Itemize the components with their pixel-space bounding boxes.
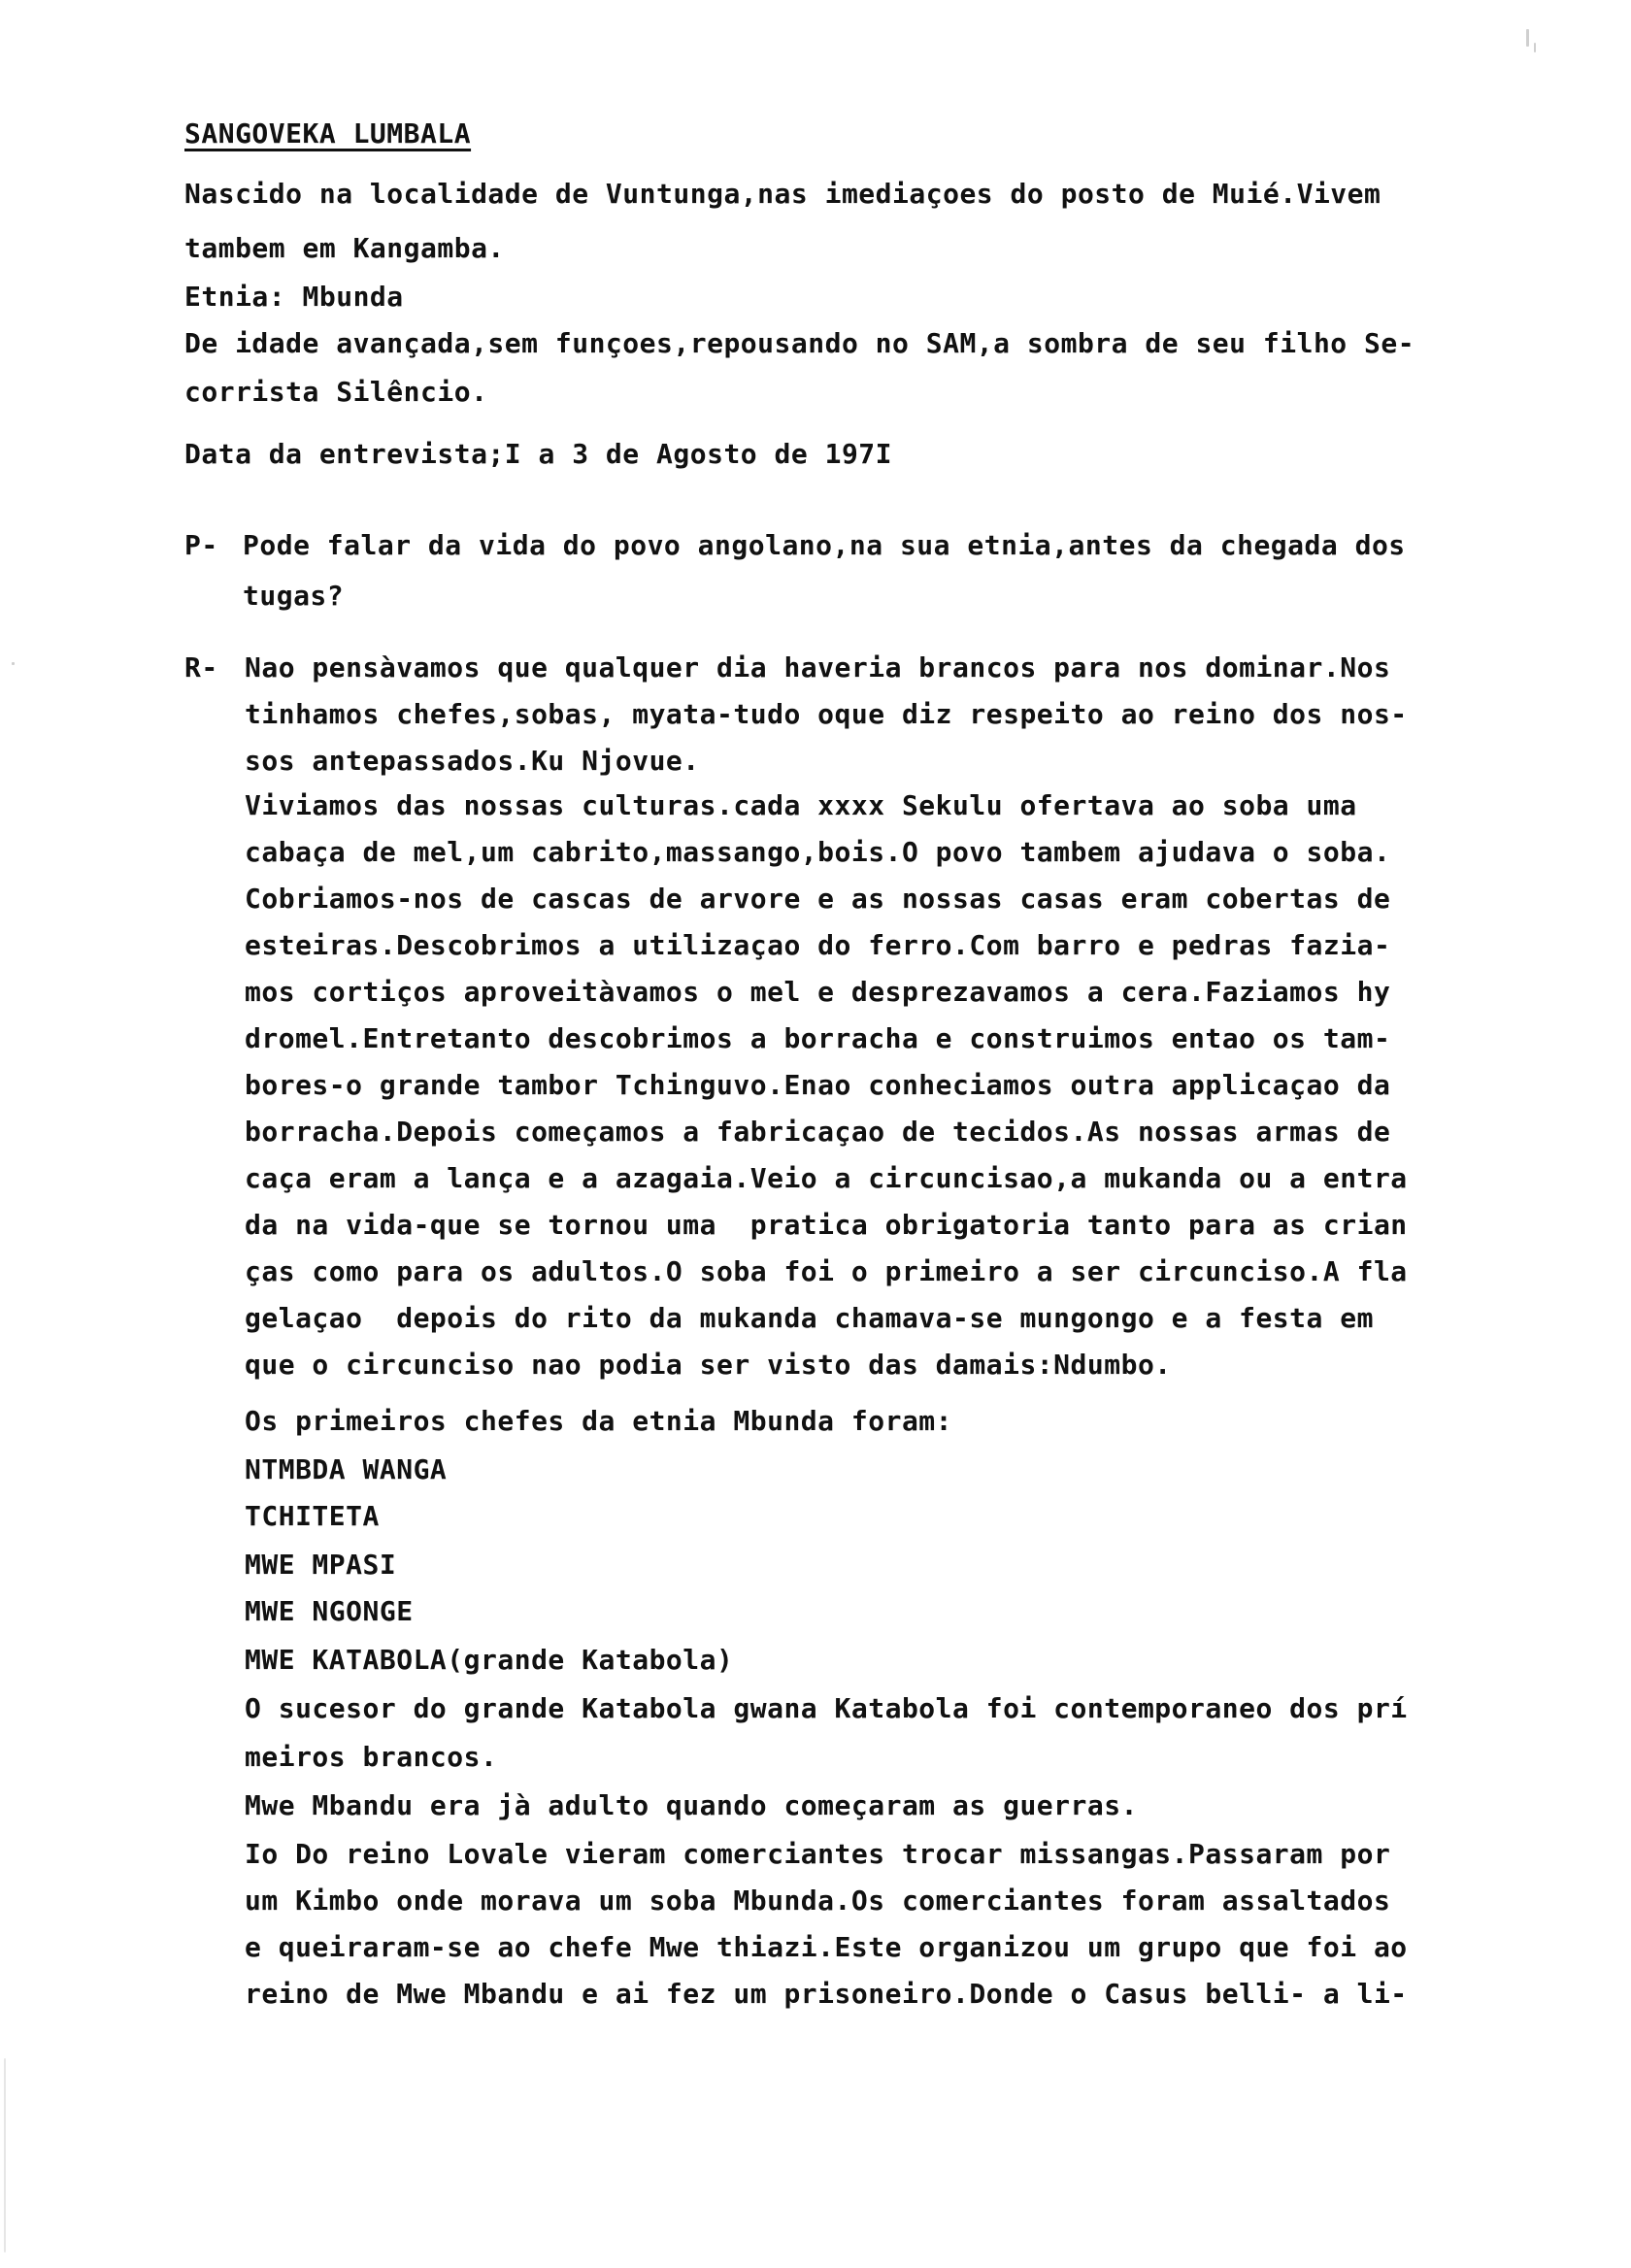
- answer-line: um Kimbo onde morava um soba Mbunda.Os comerciantes foram assaltados: [245, 1884, 1391, 1917]
- answer-line: que o circunciso nao podia ser visto das damais:Ndumbo.: [245, 1349, 1172, 1381]
- scan-edge-mark: [4, 2058, 6, 2252]
- scan-speck: [1534, 43, 1536, 52]
- answer-line: O sucesor do grande Katabola gwana Katabola foi contemporaneo dos prí: [245, 1692, 1408, 1724]
- answer-line: caça eram a lança e a azagaia.Veio a circuncisao,a mukanda ou a entra: [245, 1162, 1408, 1194]
- intro-line: Etnia: Mbunda: [184, 281, 404, 313]
- chief-name: NTMBDA WANGA: [245, 1453, 448, 1485]
- answer-line: meiros brancos.: [245, 1741, 498, 1773]
- chief-name: TCHITETA: [245, 1500, 380, 1532]
- answer-line: Os primeiros chefes da etnia Mbunda foram:: [245, 1405, 953, 1437]
- answer-line: cabaça de mel,um cabrito,massango,bois.O povo tambem ajudava o soba.: [245, 836, 1391, 868]
- chief-name: MWE KATABOLA(grande Katabola): [245, 1644, 734, 1676]
- answer-line: esteiras.Descobrimos a utilizaçao do ferro.Com barro e pedras fazia-: [245, 929, 1391, 961]
- question-line: tugas?: [243, 580, 345, 612]
- answer-line: e queiraram-se ao chefe Mwe thiazi.Este organizou um grupo que foi ao: [245, 1931, 1408, 1963]
- chief-name: MWE NGONGE: [245, 1595, 414, 1627]
- answer-line: Viviamos das nossas culturas.cada xxxx Sekulu ofertava ao soba uma: [245, 789, 1357, 821]
- intro-line: Nascido na localidade de Vuntunga,nas imediaçoes do posto de Muié.Vivem: [184, 178, 1381, 210]
- chief-name: MWE MPASI: [245, 1549, 397, 1581]
- answer-line: sos antepassados.Ku Njovue.: [245, 745, 700, 777]
- intro-line: De idade avançada,sem funçoes,repousando no SAM,a sombra de seu filho Se-: [184, 327, 1415, 359]
- answer-line: bores-o grande tambor Tchinguvo.Enao conheciamos outra applicaçao da: [245, 1069, 1391, 1101]
- answer-line: Cobriamos-nos de cascas de arvore e as nossas casas eram cobertas de: [245, 883, 1391, 915]
- answer-line: gelaçao depois do rito da mukanda chamava-se mungongo e a festa em: [245, 1302, 1374, 1334]
- question-marker: P-: [184, 529, 218, 561]
- question-line: Pode falar da vida do povo angolano,na sua etnia,antes da chegada dos: [243, 529, 1406, 561]
- scan-speck: [1526, 29, 1529, 47]
- answer-line: tinhamos chefes,sobas, myata-tudo oque diz respeito ao reino dos nos-: [245, 698, 1408, 730]
- answer-line: Nao pensàvamos que qualquer dia haveria brancos para nos dominar.Nos: [245, 651, 1391, 684]
- answer-marker: R-: [184, 651, 218, 684]
- answer-line: da na vida-que se tornou uma pratica obrigatoria tanto para as crian: [245, 1209, 1408, 1241]
- document-title: SANGOVEKA LUMBALA: [184, 117, 472, 150]
- interview-date: Data da entrevista;I a 3 de Agosto de 197I: [184, 438, 893, 470]
- scan-speck: [12, 662, 15, 665]
- answer-line: reino de Mwe Mbandu e ai fez um prisoneiro.Donde o Casus belli- a li-: [245, 1978, 1408, 2010]
- intro-line: tambem em Kangamba.: [184, 232, 505, 264]
- answer-line: ças como para os adultos.O soba foi o primeiro a ser circunciso.A fla: [245, 1255, 1408, 1287]
- intro-line: corrista Silêncio.: [184, 376, 488, 408]
- answer-line: dromel.Entretanto descobrimos a borracha e construimos entao os tam-: [245, 1022, 1391, 1054]
- answer-line: mos cortiços aproveitàvamos o mel e desprezavamos a cera.Faziamos hy: [245, 976, 1391, 1008]
- answer-line: borracha.Depois começamos a fabricaçao de tecidos.As nossas armas de: [245, 1116, 1391, 1148]
- answer-line: Io Do reino Lovale vieram comerciantes trocar missangas.Passaram por: [245, 1838, 1391, 1870]
- answer-line: Mwe Mbandu era jà adulto quando começaram as guerras.: [245, 1789, 1138, 1821]
